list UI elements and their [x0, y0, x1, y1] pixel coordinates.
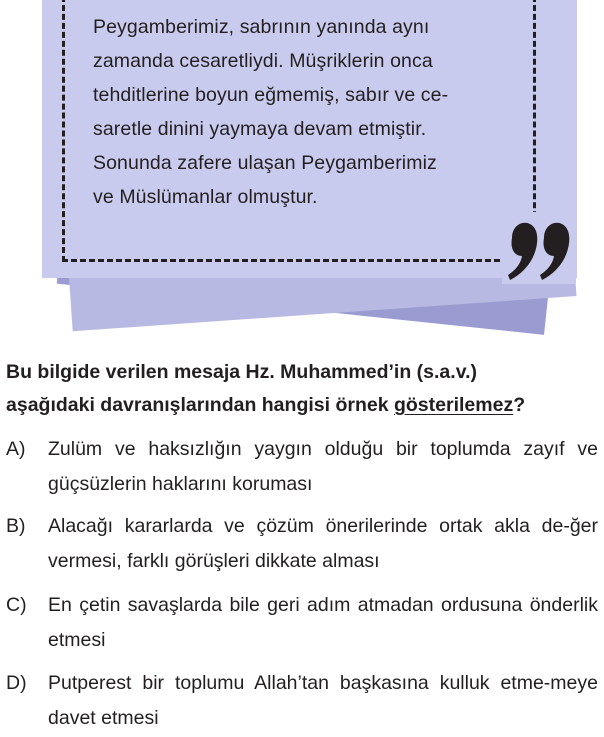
- option-c[interactable]: [6, 588, 598, 658]
- quote-line: Sonunda zafere ulaşan Peygamberimiz: [93, 152, 437, 174]
- closing-quote-icon: [502, 212, 576, 284]
- option-text: Zulüm ve haksızlığın yaygın olduğu bir toplumda zayıf ve güçsüzlerin haklarını koruması: [48, 438, 598, 495]
- quote-line: tehditlerine boyun eğmemiş, sabır ve ce-: [93, 84, 449, 106]
- quote-line: zamanda cesaretliydi. Müşriklerin onca: [93, 50, 433, 72]
- question-line-1: Bu bilgide verilen mesaja Hz. Muhammed’in (s.a.v.): [6, 361, 478, 383]
- question-emphasis: gösterilemez: [393, 394, 514, 416]
- question-line-2-prefix: aşağıdaki davranışlarından hangisi örnek: [6, 394, 394, 416]
- quote-text: [93, 10, 511, 214]
- question-stem: [6, 356, 598, 422]
- question-line-2: [6, 389, 598, 422]
- option-text: Alacağı kararlarda ve çözüm önerilerinde ortak akla de-ğer vermesi, farklı görüşleri dikkate alması: [48, 515, 598, 572]
- option-letter: D): [6, 672, 27, 694]
- option-text: Putperest bir toplumu Allah’tan başkasına kulluk etme-meye davet etmesi: [48, 672, 598, 729]
- question-line-2-suffix: ?: [513, 394, 526, 416]
- option-d[interactable]: [6, 666, 598, 736]
- quote-line: Peygamberimiz, sabrının yanında aynı: [93, 16, 430, 38]
- quote-card: [0, 0, 604, 345]
- quote-line: ve Müslümanlar olmuştur.: [93, 186, 318, 208]
- option-letter: A): [6, 438, 26, 460]
- option-text: En çetin savaşlarda bile geri adım atmadan ordusuna önderlik etmesi: [48, 594, 598, 651]
- quote-line: saretle dinini yaymaya devam etmiştir.: [93, 118, 427, 140]
- option-letter: B): [6, 515, 26, 537]
- option-b[interactable]: [6, 509, 598, 579]
- option-letter: C): [6, 594, 27, 616]
- option-a[interactable]: [6, 432, 598, 502]
